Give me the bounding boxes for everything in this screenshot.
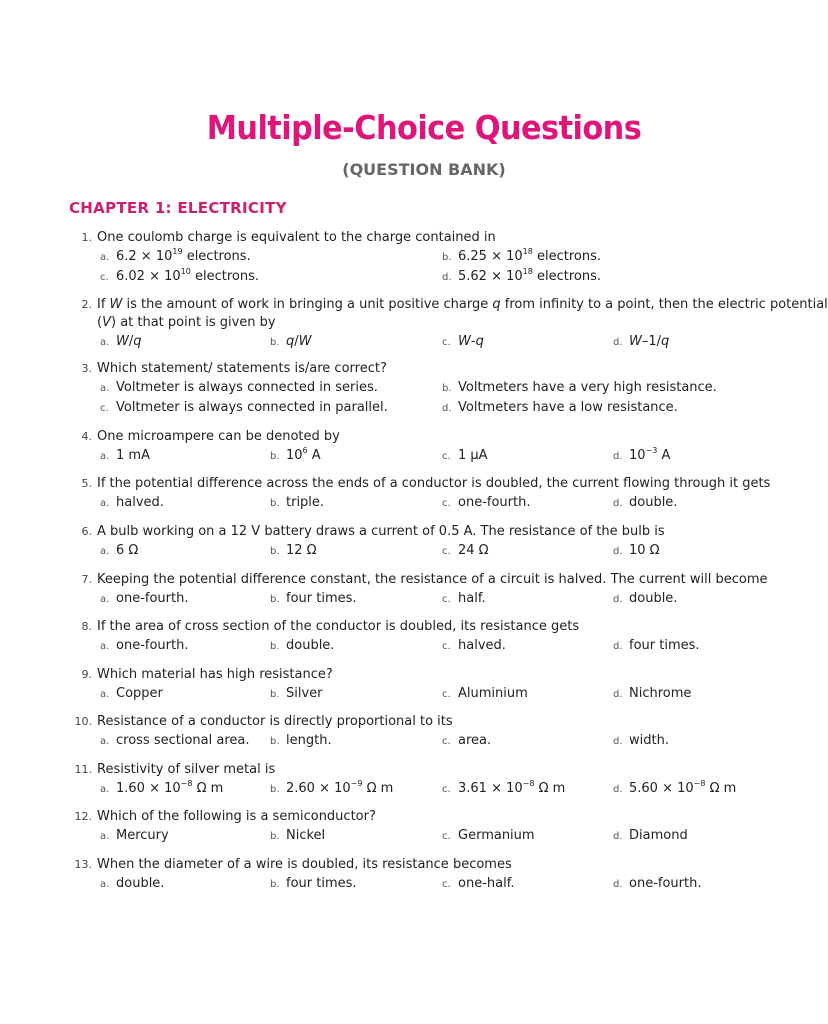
option-text: four times. xyxy=(286,591,357,606)
option-text: $5.60 \times 10^{-8}$ Ω m xyxy=(629,778,737,796)
question-number: 6. xyxy=(81,525,92,538)
answer-option-b[interactable] xyxy=(270,875,357,894)
answer-option-d[interactable] xyxy=(613,333,669,352)
option-letter: c. xyxy=(442,451,451,462)
option-text: Silver xyxy=(286,686,323,701)
option-letter: d. xyxy=(613,337,623,348)
option-letter: a. xyxy=(100,546,110,557)
question-text: Resistivity of silver metal is xyxy=(97,762,276,777)
option-text: half. xyxy=(458,591,486,606)
option-letter: a. xyxy=(100,641,110,652)
answer-option-b[interactable] xyxy=(270,827,325,846)
option-letter: d. xyxy=(613,879,623,890)
answer-option-b[interactable] xyxy=(270,333,312,352)
option-text: double. xyxy=(629,495,678,510)
question-text: Which of the following is a semiconductor? xyxy=(97,809,376,824)
answer-option-c[interactable] xyxy=(442,447,488,466)
option-letter: a. xyxy=(100,337,110,348)
answer-option-a[interactable] xyxy=(100,875,164,894)
option-letter: d. xyxy=(613,546,623,557)
option-letter: a. xyxy=(100,498,110,509)
option-text: Nichrome xyxy=(629,686,692,701)
option-letter: b. xyxy=(270,337,280,348)
answer-option-b[interactable] xyxy=(270,542,317,561)
option-text: $6.2 \times 10^{19}$ electrons. xyxy=(116,246,251,264)
answer-option-c[interactable] xyxy=(442,685,528,704)
option-letter: c. xyxy=(442,498,451,509)
option-text: 12 Ω xyxy=(286,543,317,558)
answer-option-a[interactable] xyxy=(100,780,223,799)
option-letter: a. xyxy=(100,736,110,747)
question-number: 2. xyxy=(81,298,92,311)
question-text: One microampere can be denoted by xyxy=(97,429,340,444)
option-letter: b. xyxy=(442,252,452,263)
answer-option-c[interactable] xyxy=(442,542,489,561)
option-text: double. xyxy=(116,876,165,891)
option-text: one-fourth. xyxy=(116,591,189,606)
question-text: If the potential difference across the ends of a conductor is doubled, the current flowing through it gets xyxy=(97,476,771,491)
question-text: If the area of cross section of the conductor is doubled, its resistance gets xyxy=(97,619,580,634)
answer-option-b[interactable] xyxy=(270,685,323,704)
option-letter: c. xyxy=(442,641,451,652)
option-text: one-fourth. xyxy=(116,638,189,653)
answer-option-b[interactable] xyxy=(270,732,332,751)
question-text: One coulomb charge is equivalent to the charge contained in xyxy=(97,230,496,245)
question-text: A bulb working on a 12 V battery draws a current of 0.5 A. The resistance of the bulb is xyxy=(97,524,665,539)
option-letter: c. xyxy=(442,594,451,605)
answer-option-d[interactable] xyxy=(613,732,669,751)
option-letter: c. xyxy=(100,272,109,283)
option-letter: a. xyxy=(100,831,110,842)
answer-option-b[interactable] xyxy=(270,780,393,799)
option-letter: d. xyxy=(442,403,452,414)
question-number: 10. xyxy=(74,715,92,728)
answer-option-a[interactable] xyxy=(100,494,164,513)
option-text: length. xyxy=(286,733,332,748)
question-number: 7. xyxy=(81,573,92,586)
option-text: 1 µA xyxy=(458,448,488,463)
option-letter: d. xyxy=(613,498,623,509)
option-text: Voltmeters have a very high resistance. xyxy=(458,380,717,395)
question-number: 1. xyxy=(81,231,92,244)
question-number: 12. xyxy=(74,810,92,823)
option-letter: a. xyxy=(100,784,110,795)
option-text: Mercury xyxy=(116,828,169,843)
option-letter: a. xyxy=(100,383,110,394)
option-letter: b. xyxy=(270,546,280,557)
option-text: Voltmeters have a low resistance. xyxy=(458,400,678,415)
answer-option-a[interactable] xyxy=(100,685,163,704)
option-letter: d. xyxy=(613,641,623,652)
answer-option-b[interactable] xyxy=(270,494,324,513)
option-text: halved. xyxy=(116,495,164,510)
option-text: Germanium xyxy=(458,828,535,843)
option-letter: b. xyxy=(270,451,280,462)
answer-option-a[interactable] xyxy=(100,732,250,751)
option-letter: a. xyxy=(100,451,110,462)
answer-option-d[interactable] xyxy=(613,447,670,466)
option-text: double. xyxy=(286,638,335,653)
option-text: Aluminium xyxy=(458,686,528,701)
answer-option-c[interactable] xyxy=(442,732,491,751)
question-number: 4. xyxy=(81,430,92,443)
option-text: W-q xyxy=(458,334,484,349)
question-number: 13. xyxy=(74,858,92,871)
question-text: Which statement/ statements is/are correct? xyxy=(97,361,387,376)
option-letter: a. xyxy=(100,252,110,263)
option-text: Voltmeter is always connected in parallel. xyxy=(116,400,388,415)
answer-option-a[interactable] xyxy=(100,637,188,656)
option-letter: b. xyxy=(270,736,280,747)
option-text: area. xyxy=(458,733,492,748)
page-title: Multiple-Choice Questions xyxy=(206,108,642,147)
option-text: $5.62 \times 10^{18}$ electrons. xyxy=(458,266,601,284)
answer-option-c[interactable] xyxy=(442,333,484,352)
option-text: 6 Ω xyxy=(116,543,139,558)
answer-option-b[interactable] xyxy=(442,248,601,267)
question-text: Resistance of a conductor is directly proportional to its xyxy=(97,714,453,729)
option-text: 10 Ω xyxy=(629,543,660,558)
option-letter: d. xyxy=(613,736,623,747)
chapter-heading: CHAPTER 1: ELECTRICITY xyxy=(69,199,287,217)
answer-option-b[interactable] xyxy=(270,447,321,466)
answer-option-a[interactable] xyxy=(100,379,378,398)
option-letter: d. xyxy=(613,594,623,605)
option-text: $3.61 \times 10^{-8}$ Ω m xyxy=(458,778,566,796)
question-text: Which material has high resistance? xyxy=(97,667,333,682)
answer-option-c[interactable] xyxy=(100,268,259,287)
option-letter: a. xyxy=(100,689,110,700)
question-number: 5. xyxy=(81,477,92,490)
page-subtitle: (QUESTION BANK) xyxy=(342,160,506,179)
option-letter: c. xyxy=(442,879,451,890)
option-text: width. xyxy=(629,733,669,748)
answer-option-c[interactable] xyxy=(442,494,530,513)
option-text: one-fourth. xyxy=(458,495,531,510)
option-text: $10^6$ A xyxy=(286,445,321,463)
option-letter: b. xyxy=(442,383,452,394)
option-letter: b. xyxy=(270,689,280,700)
option-text: $10^{-3}$ A xyxy=(629,445,671,463)
answer-option-d[interactable] xyxy=(442,268,601,287)
option-letter: b. xyxy=(270,784,280,795)
answer-option-d[interactable] xyxy=(613,685,691,704)
option-letter: d. xyxy=(613,831,623,842)
option-text: one-fourth. xyxy=(629,876,702,891)
option-letter: a. xyxy=(100,879,110,890)
option-text: $6.25 \times 10^{18}$ electrons. xyxy=(458,246,601,264)
answer-option-d[interactable] xyxy=(613,780,736,799)
answer-option-a[interactable] xyxy=(100,333,142,352)
option-text: Copper xyxy=(116,686,163,701)
answer-option-c[interactable] xyxy=(442,827,535,846)
option-letter: c. xyxy=(442,689,451,700)
answer-option-d[interactable] xyxy=(613,542,660,561)
question-text: If W is the amount of work in bringing a unit positive charge q from infinity to a point, then the electric potential xyxy=(97,297,828,312)
option-text: $1.60 \times 10^{-8}$ Ω m xyxy=(116,778,224,796)
option-text: W/q xyxy=(116,334,142,349)
answer-option-d[interactable] xyxy=(613,637,700,656)
option-letter: c. xyxy=(100,403,109,414)
answer-option-c[interactable] xyxy=(442,875,514,894)
option-text: Nickel xyxy=(286,828,326,843)
answer-option-a[interactable] xyxy=(100,542,138,561)
option-text: four times. xyxy=(286,876,357,891)
option-text: Diamond xyxy=(629,828,688,843)
answer-option-a[interactable] xyxy=(100,827,169,846)
option-text: four times. xyxy=(629,638,700,653)
answer-option-b[interactable] xyxy=(270,637,334,656)
option-text: 24 Ω xyxy=(458,543,489,558)
option-letter: b. xyxy=(270,594,280,605)
answer-option-a[interactable] xyxy=(100,447,150,466)
option-text: $6.02 \times 10^{10}$ electrons. xyxy=(116,266,259,284)
option-letter: c. xyxy=(442,784,451,795)
option-letter: d. xyxy=(613,451,623,462)
option-text: W–1/q xyxy=(629,334,670,349)
question-text: Keeping the potential difference constant, the resistance of a circuit is halved. The current will become xyxy=(97,572,768,587)
option-letter: a. xyxy=(100,594,110,605)
option-text: 1 mA xyxy=(116,448,150,463)
answer-option-b[interactable] xyxy=(442,379,717,398)
option-letter: b. xyxy=(270,498,280,509)
answer-option-a[interactable] xyxy=(100,590,188,609)
question-number: 11. xyxy=(74,763,92,776)
answer-option-d[interactable] xyxy=(442,399,678,418)
answer-option-c[interactable] xyxy=(442,590,486,609)
answer-option-d[interactable] xyxy=(613,590,677,609)
option-letter: b. xyxy=(270,879,280,890)
option-letter: c. xyxy=(442,736,451,747)
option-text: one-half. xyxy=(458,876,515,891)
option-letter: b. xyxy=(270,641,280,652)
option-text: halved. xyxy=(458,638,506,653)
question-number: 3. xyxy=(81,362,92,375)
answer-option-c[interactable] xyxy=(442,780,565,799)
option-text: double. xyxy=(629,591,678,606)
answer-option-d[interactable] xyxy=(613,875,701,894)
question-text: (V) at that point is given by xyxy=(97,315,276,330)
option-letter: d. xyxy=(613,784,623,795)
option-text: triple. xyxy=(286,495,325,510)
answer-option-d[interactable] xyxy=(613,494,677,513)
answer-option-c[interactable] xyxy=(100,399,388,418)
option-letter: c. xyxy=(442,546,451,557)
answer-option-d[interactable] xyxy=(613,827,688,846)
question-number: 8. xyxy=(81,620,92,633)
option-text: cross sectional area. xyxy=(116,733,250,748)
option-letter: d. xyxy=(442,272,452,283)
question-number: 9. xyxy=(81,668,92,681)
option-text: Voltmeter is always connected in series. xyxy=(116,380,378,395)
option-letter: b. xyxy=(270,831,280,842)
answer-option-a[interactable] xyxy=(100,248,251,267)
answer-option-b[interactable] xyxy=(270,590,357,609)
option-text: q/W xyxy=(286,334,312,349)
question-text: When the diameter of a wire is doubled, its resistance becomes xyxy=(97,857,512,872)
option-text: $2.60 \times 10^{-9}$ Ω m xyxy=(286,778,394,796)
option-letter: d. xyxy=(613,689,623,700)
answer-option-c[interactable] xyxy=(442,637,506,656)
option-letter: c. xyxy=(442,831,451,842)
option-letter: c. xyxy=(442,337,451,348)
